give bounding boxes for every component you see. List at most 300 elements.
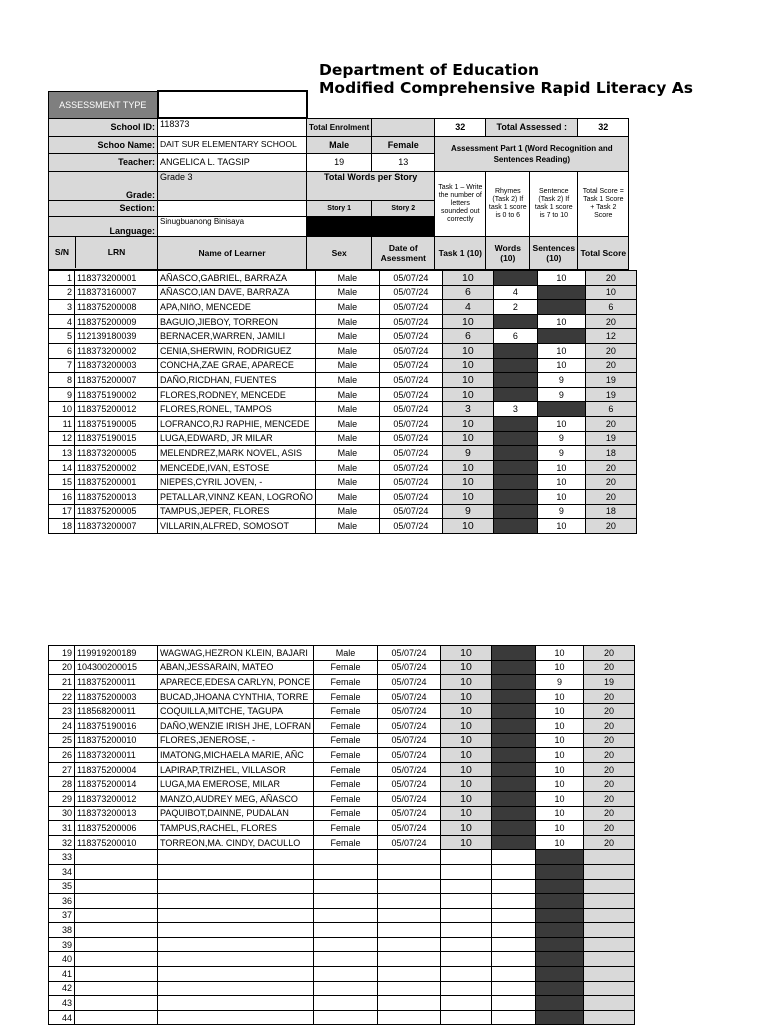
school-name-value[interactable]: DAIT SUR ELEMENTARY SCHOOL xyxy=(158,136,307,153)
row-sentences: 10 xyxy=(536,835,584,850)
row-sn: 23 xyxy=(49,704,75,719)
row-sentences: 10 xyxy=(536,777,584,792)
row-sn: 17 xyxy=(49,504,75,519)
row-name: TAMPUS,JEPER, FLORES xyxy=(158,504,316,519)
row-sentences: 10 xyxy=(536,660,584,675)
row-sentences xyxy=(536,908,584,923)
row-date: 05/07/24 xyxy=(379,504,442,519)
row-sn: 15 xyxy=(49,475,75,490)
row-task1: 10 xyxy=(442,475,493,490)
row-task1: 10 xyxy=(441,791,492,806)
assessment-part1-label: Assessment Part 1 (Word Recognition and Sentences Reading) xyxy=(435,136,629,171)
row-sentences: 10 xyxy=(537,314,585,329)
row-sn: 38 xyxy=(49,923,75,938)
row-sn: 24 xyxy=(49,718,75,733)
row-words xyxy=(492,806,536,821)
row-sex: Female xyxy=(314,777,378,792)
row-task1: 10 xyxy=(442,416,493,431)
row-name: CENIA,SHERWIN, RODRIGUEZ xyxy=(158,343,316,358)
row-words xyxy=(493,358,537,373)
row-sex: Female xyxy=(314,675,378,690)
row-lrn: 118375190005 xyxy=(75,416,158,431)
row-words xyxy=(492,981,536,996)
row-date xyxy=(378,996,441,1011)
row-total: 19 xyxy=(585,431,636,446)
row-name: LOFRANCO,RJ RAPHIE, MENCEDE xyxy=(158,416,316,431)
row-lrn: 118375200014 xyxy=(75,777,158,792)
row-sex: Male xyxy=(314,646,378,661)
row-total: 20 xyxy=(584,762,635,777)
language-label: Language: xyxy=(49,216,158,236)
row-lrn xyxy=(75,923,158,938)
row-date xyxy=(378,850,441,865)
story1-label: Story 1 xyxy=(307,200,372,216)
row-sentences xyxy=(536,996,584,1011)
row-sentences: 10 xyxy=(536,689,584,704)
row-date xyxy=(378,981,441,996)
row-total: 19 xyxy=(585,373,636,388)
row-words xyxy=(493,519,537,534)
table-row xyxy=(49,416,637,431)
row-date: 05/07/24 xyxy=(378,791,441,806)
row-date: 05/07/24 xyxy=(379,387,442,402)
row-words xyxy=(493,416,537,431)
row-lrn: 118373200012 xyxy=(75,791,158,806)
row-name xyxy=(158,981,314,996)
row-sn: 26 xyxy=(49,748,75,763)
row-total: 20 xyxy=(585,314,636,329)
row-sn: 28 xyxy=(49,777,75,792)
row-total: 20 xyxy=(584,806,635,821)
empty-table-row xyxy=(49,967,635,982)
row-total: 18 xyxy=(585,504,636,519)
row-name: CONCHA,ZAE GRAE, APARECE xyxy=(158,358,316,373)
row-sex: Female xyxy=(314,821,378,836)
row-total xyxy=(584,850,635,865)
row-lrn: 118373160007 xyxy=(75,285,158,300)
row-task1: 10 xyxy=(442,373,493,388)
sentence-description: Sentence (Task 2) If task 1 score is 7 to 10 xyxy=(530,171,578,236)
row-task1: 9 xyxy=(442,446,493,461)
row-sex: Male xyxy=(315,300,379,315)
row-sentences: 10 xyxy=(536,718,584,733)
row-task1 xyxy=(441,864,492,879)
row-name: FLORES,RODNEY, MENCEDE xyxy=(158,387,316,402)
row-date xyxy=(378,923,441,938)
row-name xyxy=(158,1010,314,1025)
male-count: 19 xyxy=(307,153,372,171)
col-task1-header: Task 1 (10) xyxy=(435,236,486,269)
row-total: 20 xyxy=(585,460,636,475)
row-lrn: 118375190016 xyxy=(75,718,158,733)
row-date: 05/07/24 xyxy=(379,489,442,504)
row-sn: 8 xyxy=(49,373,75,388)
row-name xyxy=(158,864,314,879)
grade-value[interactable]: Grade 3 xyxy=(158,171,307,200)
row-total: 20 xyxy=(584,646,635,661)
row-date: 05/07/24 xyxy=(379,300,442,315)
table-row xyxy=(49,733,635,748)
row-sex: Male xyxy=(315,460,379,475)
row-sex: Female xyxy=(314,704,378,719)
row-lrn: 118375200013 xyxy=(75,489,158,504)
row-words xyxy=(492,762,536,777)
row-lrn xyxy=(75,908,158,923)
row-name xyxy=(158,908,314,923)
row-sex xyxy=(314,996,378,1011)
row-lrn: 118373200005 xyxy=(75,446,158,461)
row-total: 20 xyxy=(584,748,635,763)
row-sn: 5 xyxy=(49,329,75,344)
row-lrn: 118375200005 xyxy=(75,504,158,519)
row-sn: 4 xyxy=(49,314,75,329)
row-sentences xyxy=(537,285,585,300)
row-name: TORREON,MA. CINDY, DACULLO xyxy=(158,835,314,850)
empty-table-row xyxy=(49,864,635,879)
row-name xyxy=(158,923,314,938)
row-sex: Male xyxy=(315,475,379,490)
row-lrn xyxy=(75,967,158,982)
row-name xyxy=(158,937,314,952)
row-sex xyxy=(314,879,378,894)
row-lrn: 119919200189 xyxy=(75,646,158,661)
row-date: 05/07/24 xyxy=(378,733,441,748)
row-task1: 10 xyxy=(441,718,492,733)
row-name: DAÑO,WENZIE IRISH JHE, LOFRAN xyxy=(158,718,314,733)
col-sentences-header: Sentences (10) xyxy=(530,236,578,269)
row-lrn: 118373200002 xyxy=(75,343,158,358)
row-sex xyxy=(314,894,378,909)
row-words xyxy=(492,937,536,952)
empty-table-row xyxy=(49,981,635,996)
row-sn: 25 xyxy=(49,733,75,748)
row-sn: 43 xyxy=(49,996,75,1011)
row-task1: 10 xyxy=(441,762,492,777)
learners-table-top xyxy=(48,270,637,534)
row-lrn xyxy=(75,952,158,967)
row-sentences: 10 xyxy=(536,821,584,836)
row-sex xyxy=(314,864,378,879)
row-sentences xyxy=(536,1010,584,1025)
col-sex-header: Sex xyxy=(307,236,372,269)
row-sn: 12 xyxy=(49,431,75,446)
row-date: 05/07/24 xyxy=(379,402,442,417)
row-name: VILLARIN,ALFRED, SOMOSOT xyxy=(158,519,316,534)
row-words xyxy=(493,373,537,388)
row-total: 20 xyxy=(585,519,636,534)
assessment-type-label: ASSESSMENT TYPE xyxy=(49,91,158,118)
row-words xyxy=(493,271,537,286)
row-name: APARECE,EDESA CARLYN, PONCE xyxy=(158,675,314,690)
row-lrn xyxy=(75,981,158,996)
row-name: COQUILLA,MITCHE, TAGUPA xyxy=(158,704,314,719)
row-date: 05/07/24 xyxy=(379,431,442,446)
table-row xyxy=(49,835,635,850)
row-sentences xyxy=(537,402,585,417)
row-name: WAGWAG,HEZRON KLEIN, BAJARI xyxy=(158,646,314,661)
story2-label: Story 2 xyxy=(372,200,435,216)
row-sex: Female xyxy=(314,806,378,821)
row-lrn: 118373200011 xyxy=(75,748,158,763)
row-sentences: 10 xyxy=(537,460,585,475)
table-row xyxy=(49,314,637,329)
empty-table-row xyxy=(49,879,635,894)
school-id-value[interactable]: 118373 xyxy=(158,118,307,136)
row-total xyxy=(584,1010,635,1025)
total-assessed-label: Total Assessed : xyxy=(486,118,578,136)
empty-table-row xyxy=(49,850,635,865)
row-date xyxy=(378,952,441,967)
row-date: 05/07/24 xyxy=(378,660,441,675)
row-date: 05/07/24 xyxy=(379,460,442,475)
row-task1: 10 xyxy=(441,748,492,763)
row-date: 05/07/24 xyxy=(378,689,441,704)
row-lrn: 118375200006 xyxy=(75,821,158,836)
row-total: 12 xyxy=(585,329,636,344)
row-task1: 10 xyxy=(442,314,493,329)
row-sn: 37 xyxy=(49,908,75,923)
row-task1: 10 xyxy=(442,519,493,534)
row-date xyxy=(378,908,441,923)
row-words: 2 xyxy=(493,300,537,315)
row-task1: 10 xyxy=(441,704,492,719)
row-lrn xyxy=(75,894,158,909)
total-enrolment-value: 32 xyxy=(435,118,486,136)
table-row xyxy=(49,718,635,733)
empty-table-row xyxy=(49,923,635,938)
row-sex xyxy=(314,937,378,952)
row-lrn: 118375200008 xyxy=(75,300,158,315)
row-lrn: 118375200007 xyxy=(75,373,158,388)
row-sn: 41 xyxy=(49,967,75,982)
table-row xyxy=(49,489,637,504)
row-words xyxy=(492,1010,536,1025)
row-lrn: 118375200004 xyxy=(75,762,158,777)
row-total xyxy=(584,908,635,923)
row-sn: 7 xyxy=(49,358,75,373)
row-sex: Male xyxy=(315,329,379,344)
row-sentences xyxy=(537,329,585,344)
total-description: Total Score = Task 1 Score + Task 2 Score xyxy=(578,171,629,236)
row-words: 6 xyxy=(493,329,537,344)
section-value[interactable] xyxy=(158,200,307,216)
row-task1: 6 xyxy=(442,329,493,344)
row-total: 6 xyxy=(585,300,636,315)
row-sn: 19 xyxy=(49,646,75,661)
row-sex: Female xyxy=(314,689,378,704)
row-sn: 32 xyxy=(49,835,75,850)
total-words-label: Total Words per Story xyxy=(307,171,435,200)
row-task1: 10 xyxy=(442,271,493,286)
section-label: Section: xyxy=(49,200,158,216)
row-lrn: 118375200003 xyxy=(75,689,158,704)
row-lrn: 118375200009 xyxy=(75,314,158,329)
row-lrn: 118375200001 xyxy=(75,475,158,490)
row-total: 20 xyxy=(585,358,636,373)
row-task1: 10 xyxy=(442,358,493,373)
row-total: 20 xyxy=(584,777,635,792)
empty-table-row xyxy=(49,908,635,923)
row-date: 05/07/24 xyxy=(378,748,441,763)
row-task1: 10 xyxy=(441,821,492,836)
table-row xyxy=(49,271,637,286)
row-sex: Female xyxy=(314,660,378,675)
row-words xyxy=(492,777,536,792)
row-total: 20 xyxy=(584,704,635,719)
row-sn: 13 xyxy=(49,446,75,461)
row-words xyxy=(493,489,537,504)
row-sn: 33 xyxy=(49,850,75,865)
row-sex: Male xyxy=(315,285,379,300)
row-total xyxy=(584,967,635,982)
row-date: 05/07/24 xyxy=(378,704,441,719)
row-words xyxy=(492,835,536,850)
row-total: 20 xyxy=(584,689,635,704)
table-row xyxy=(49,704,635,719)
row-date: 05/07/24 xyxy=(378,835,441,850)
row-date: 05/07/24 xyxy=(378,777,441,792)
row-name xyxy=(158,894,314,909)
row-sentences: 10 xyxy=(536,762,584,777)
teacher-value[interactable]: ANGELICA L. TAGSIP xyxy=(158,153,307,171)
empty-table-row xyxy=(49,952,635,967)
row-words xyxy=(492,646,536,661)
row-name: MELENDREZ,MARK NOVEL, ASIS xyxy=(158,446,316,461)
row-total: 20 xyxy=(584,791,635,806)
row-lrn: 118375200010 xyxy=(75,835,158,850)
row-sex: Male xyxy=(315,271,379,286)
female-count: 13 xyxy=(372,153,435,171)
row-name xyxy=(158,996,314,1011)
table-row xyxy=(49,431,637,446)
language-value[interactable]: Sinugbuanong Binisaya xyxy=(158,216,307,236)
row-date: 05/07/24 xyxy=(378,646,441,661)
row-words xyxy=(493,460,537,475)
row-sn: 39 xyxy=(49,937,75,952)
row-words xyxy=(492,821,536,836)
row-sex: Male xyxy=(315,387,379,402)
row-sex xyxy=(314,923,378,938)
empty-table-row xyxy=(49,894,635,909)
row-sentences xyxy=(536,864,584,879)
row-words xyxy=(492,675,536,690)
row-task1 xyxy=(441,908,492,923)
row-words xyxy=(492,718,536,733)
row-words xyxy=(492,996,536,1011)
row-sentences: 10 xyxy=(536,704,584,719)
row-date: 05/07/24 xyxy=(379,285,442,300)
row-words xyxy=(492,952,536,967)
row-words xyxy=(492,748,536,763)
row-name: FLORES,JENEROSE, - xyxy=(158,733,314,748)
row-sex xyxy=(314,952,378,967)
row-sentences xyxy=(536,967,584,982)
row-words xyxy=(492,894,536,909)
header-table xyxy=(48,90,629,270)
row-name: MENCEDE,IVAN, ESTOSE xyxy=(158,460,316,475)
row-name: APA,NIñO, MENCEDE xyxy=(158,300,316,315)
learners-table-bottom xyxy=(48,645,635,1025)
row-lrn: 112139180039 xyxy=(75,329,158,344)
row-total: 19 xyxy=(584,675,635,690)
row-sentences: 9 xyxy=(537,446,585,461)
row-task1: 9 xyxy=(442,504,493,519)
row-lrn: 118375200011 xyxy=(75,675,158,690)
row-name: PAQUIBOT,DAINNE, PUDALAN xyxy=(158,806,314,821)
table-row xyxy=(49,806,635,821)
row-name: AÑASCO,GABRIEL, BARRAZA xyxy=(158,271,316,286)
total-enrolment-label: Total Enrolment xyxy=(307,118,372,136)
row-sex: Male xyxy=(315,416,379,431)
row-words xyxy=(493,314,537,329)
row-date: 05/07/24 xyxy=(379,343,442,358)
row-sentences: 10 xyxy=(537,271,585,286)
row-sn: 42 xyxy=(49,981,75,996)
row-task1 xyxy=(441,967,492,982)
row-sex xyxy=(314,967,378,982)
row-task1: 10 xyxy=(442,387,493,402)
empty-table-row xyxy=(49,1010,635,1025)
row-task1: 10 xyxy=(442,460,493,475)
row-name xyxy=(158,967,314,982)
row-name: AÑASCO,IAN DAVE, BARRAZA xyxy=(158,285,316,300)
col-words-header: Words (10) xyxy=(486,236,530,269)
row-total: 18 xyxy=(585,446,636,461)
row-name: TAMPUS,RACHEL, FLORES xyxy=(158,821,314,836)
title-line-2: Modified Comprehensive Rapid Literacy As xyxy=(319,79,693,97)
row-sentences: 10 xyxy=(537,343,585,358)
row-task1: 10 xyxy=(442,343,493,358)
row-total: 20 xyxy=(585,489,636,504)
row-name: ABAN,JESSARAIN, MATEO xyxy=(158,660,314,675)
row-task1 xyxy=(441,996,492,1011)
row-task1 xyxy=(441,981,492,996)
row-task1: 4 xyxy=(442,300,493,315)
row-sentences: 10 xyxy=(536,748,584,763)
grade-label: Grade: xyxy=(49,171,158,200)
row-sn: 18 xyxy=(49,519,75,534)
table-row xyxy=(49,791,635,806)
row-date: 05/07/24 xyxy=(378,806,441,821)
row-words xyxy=(492,864,536,879)
row-date: 05/07/24 xyxy=(379,329,442,344)
teacher-label: Teacher: xyxy=(49,153,158,171)
row-sex: Male xyxy=(315,373,379,388)
row-name xyxy=(158,850,314,865)
row-words xyxy=(492,660,536,675)
row-task1: 10 xyxy=(441,777,492,792)
row-lrn xyxy=(75,1010,158,1025)
row-task1: 10 xyxy=(441,835,492,850)
table-row xyxy=(49,460,637,475)
row-sn: 40 xyxy=(49,952,75,967)
table-row xyxy=(49,329,637,344)
row-task1: 10 xyxy=(441,733,492,748)
row-total xyxy=(584,864,635,879)
row-sentences: 10 xyxy=(537,519,585,534)
row-sn: 6 xyxy=(49,343,75,358)
row-sentences xyxy=(536,937,584,952)
row-name: MANZO,AUDREY MEG, AÑASCO xyxy=(158,791,314,806)
row-total xyxy=(584,894,635,909)
row-sentences: 10 xyxy=(536,646,584,661)
row-words xyxy=(492,850,536,865)
assessment-type-value[interactable] xyxy=(158,91,307,118)
row-sex xyxy=(314,1010,378,1025)
row-total xyxy=(584,879,635,894)
table-row xyxy=(49,821,635,836)
row-total xyxy=(584,996,635,1011)
